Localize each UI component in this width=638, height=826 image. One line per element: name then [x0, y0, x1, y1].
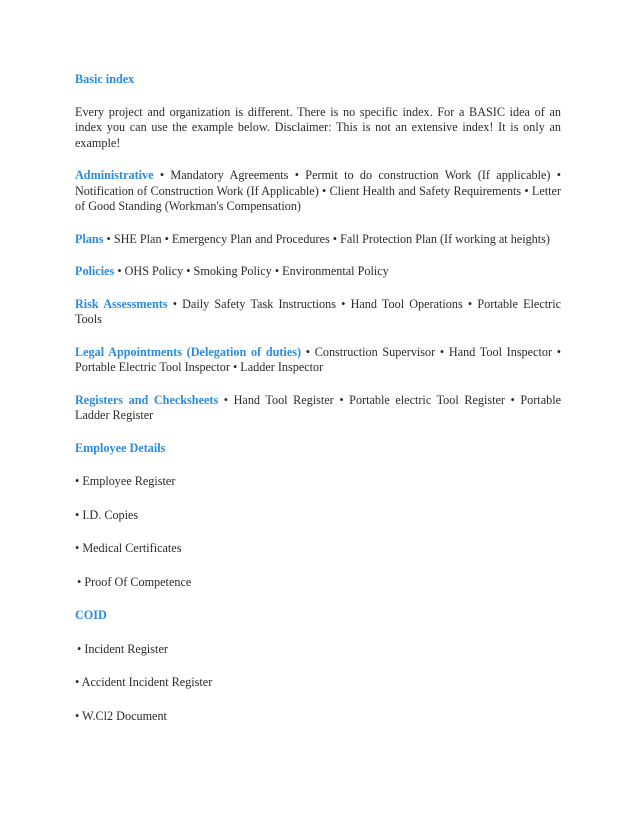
section-body: • Construction Supervisor • Hand Tool Inspector • Portable Electric Tool Inspector • Ladder Inspector	[75, 344, 561, 374]
intro-paragraph: Every project and organization is different. There is no specific index. For a BASIC idea of an index you can use the example below. Disclaimer: This is not an extensive index! It is only an example!	[75, 104, 561, 150]
section-plans	[75, 232, 561, 248]
section-body: • Daily Safety Task Instructions • Hand Tool Operations • Portable Electric Tools	[75, 296, 561, 326]
section-body: • Hand Tool Register • Portable electric Tool Register • Portable Ladder Register	[75, 392, 561, 422]
employee-details-heading: Employee Details	[75, 440, 166, 455]
section-policies	[75, 264, 561, 280]
section-administrative	[75, 168, 561, 215]
section-heading: Plans	[75, 231, 104, 246]
coid-heading: COID	[75, 608, 107, 622]
section-body: • Mandatory Agreements • Permit to do construction Work (If applicable) • Notification of Construction Work (If Applicable) • Client Health and Safety Requirements • Letter of Good Standing (Workman's Compensation)	[75, 168, 561, 213]
document-page	[75, 72, 561, 742]
section-legal-appointments	[75, 345, 561, 376]
section-body: • SHE Plan • Emergency Plan and Procedures • Fall Protection Plan (If working at heights)	[103, 231, 550, 246]
list-item: • Medical Certificates	[75, 541, 182, 555]
section-heading: Administrative	[75, 168, 154, 182]
section-heading: Policies	[75, 264, 115, 278]
list-item: • Incident Register	[77, 641, 168, 656]
section-heading: Risk Assessments	[75, 296, 168, 311]
list-item: • Employee Register	[75, 474, 176, 488]
list-item: • Accident Incident Register	[75, 675, 213, 689]
section-body: • OHS Policy • Smoking Policy • Environmental Policy	[114, 264, 389, 278]
page-title: Basic index	[75, 72, 135, 86]
section-heading: Legal Appointments (Delegation of duties)	[75, 344, 302, 359]
section-registers	[75, 393, 561, 424]
list-item: • W.Cl2 Document	[75, 708, 167, 723]
section-risk-assessments	[75, 297, 561, 328]
list-item: • I.D. Copies	[75, 507, 139, 522]
list-item: • Proof Of Competence	[77, 574, 192, 589]
section-heading: Registers and Checksheets	[75, 392, 219, 407]
